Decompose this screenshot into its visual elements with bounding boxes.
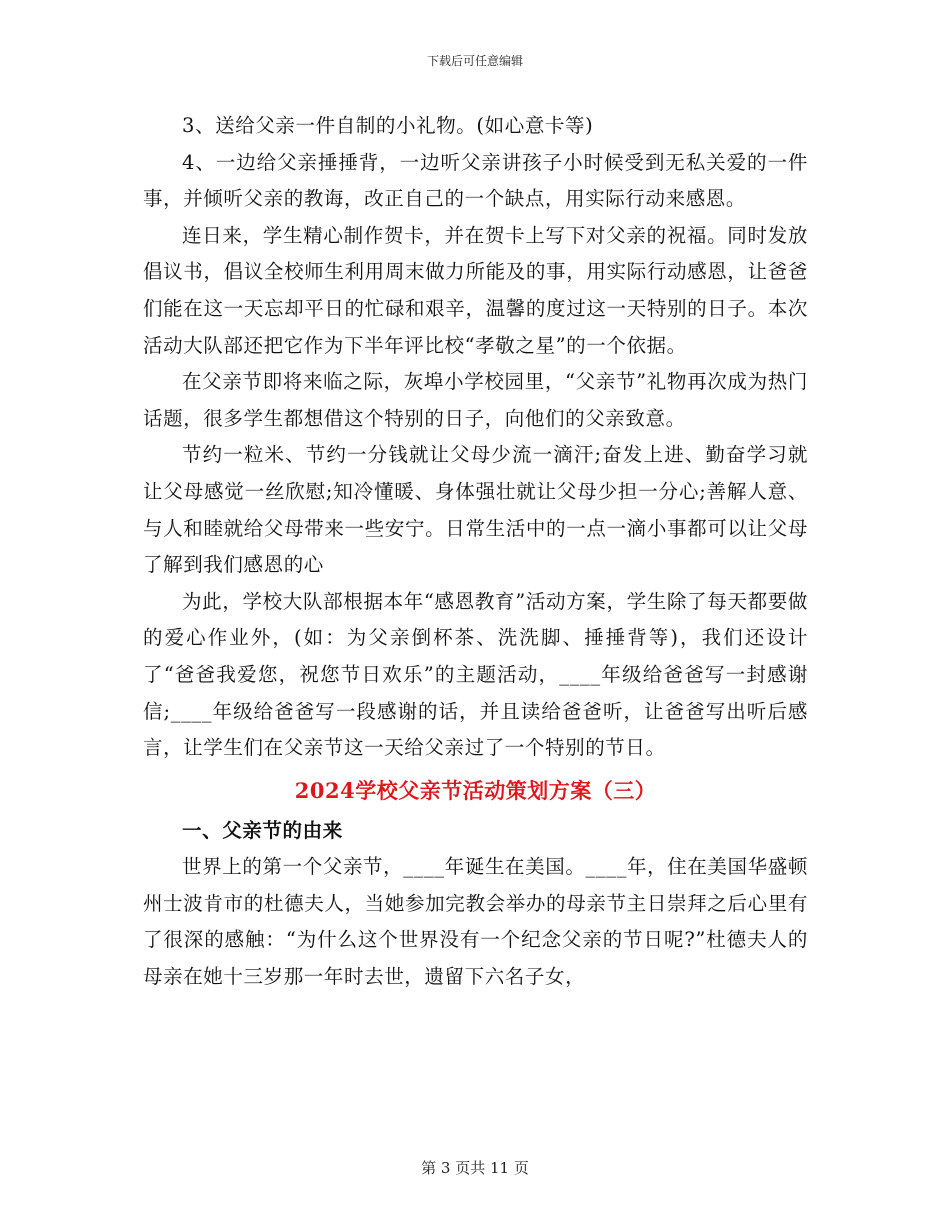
paragraph: 4、一边给父亲捶捶背，一边听父亲讲孩子小时候受到无私关爱的一件事，并倾听父亲的教诲，改正自己的一个缺点，用实际行动来感恩。 [143, 150, 808, 211]
paragraph: 节约一粒米、节约一分钱就让父母少流一滴汗;奋发上进、勤奋学习就让父母感觉一丝欣慰;知冷懂暖、身体强壮就让父母少担一分心;善解人意、与人和睦就给父母带来一些安宁。日常生活中的一点一滴小事都可以让父母了解到我们感恩的心 [143, 443, 808, 577]
paragraph: 3、送给父亲一件自制的小礼物。(如心意卡等) [182, 114, 594, 137]
section-title: 2024学校父亲节活动策划方案（三） [294, 777, 657, 803]
paragraph: 在父亲节即将来临之际，灰埠小学校园里，“父亲节”礼物再次成为热门话题，很多学生都想借这个特别的日子，向他们的父亲致意。 [143, 370, 808, 430]
paragraph: 为此，学校大队部根据本年“感恩教育”活动方案，学生除了每天都要做的爱心作业外，(如：为父亲倒杯茶、洗洗脚、捶捶背等)，我们还设计了“爸爸我爱您，祝您节日欢乐”的主题活动，____年级给爸爸写一封感谢信;____年级给爸爸写一段感谢的话，并且读给爸爸听，让爸爸写出听后感言，让学生们在父亲节这一天给父亲过了一个特别的节日。 [143, 589, 808, 760]
page-header: 下载后可任意编辑 [426, 54, 523, 68]
page-footer: 第 3 页共 11 页 [421, 1159, 529, 1177]
paragraph: 连日来，学生精心制作贺卡，并在贺卡上写下对父亲的祝福。同时发放倡议书，倡议全校师生利用周末做力所能及的事，用实际行动感恩，让爸爸们能在这一天忘却平日的忙碌和艰辛，温馨的度过这一天特别的日子。本次活动大队部还把它作为下半年评比校“孝敬之星”的一个依据。 [143, 223, 808, 357]
paragraph: 世界上的第一个父亲节，____年诞生在美国。____年，住在美国华盛顿州士波肯市的杜德夫人，当她参加完教会举办的母亲节主日崇拜之后心里有了很深的感触：“为什么这个世界没有一个纪念父亲的节日呢?”杜德夫人的母亲在她十三岁那一年时去世，遗留下六名子女， [143, 855, 808, 989]
section-subheading: 一、父亲节的由来 [182, 818, 343, 842]
document-body [143, 108, 808, 996]
